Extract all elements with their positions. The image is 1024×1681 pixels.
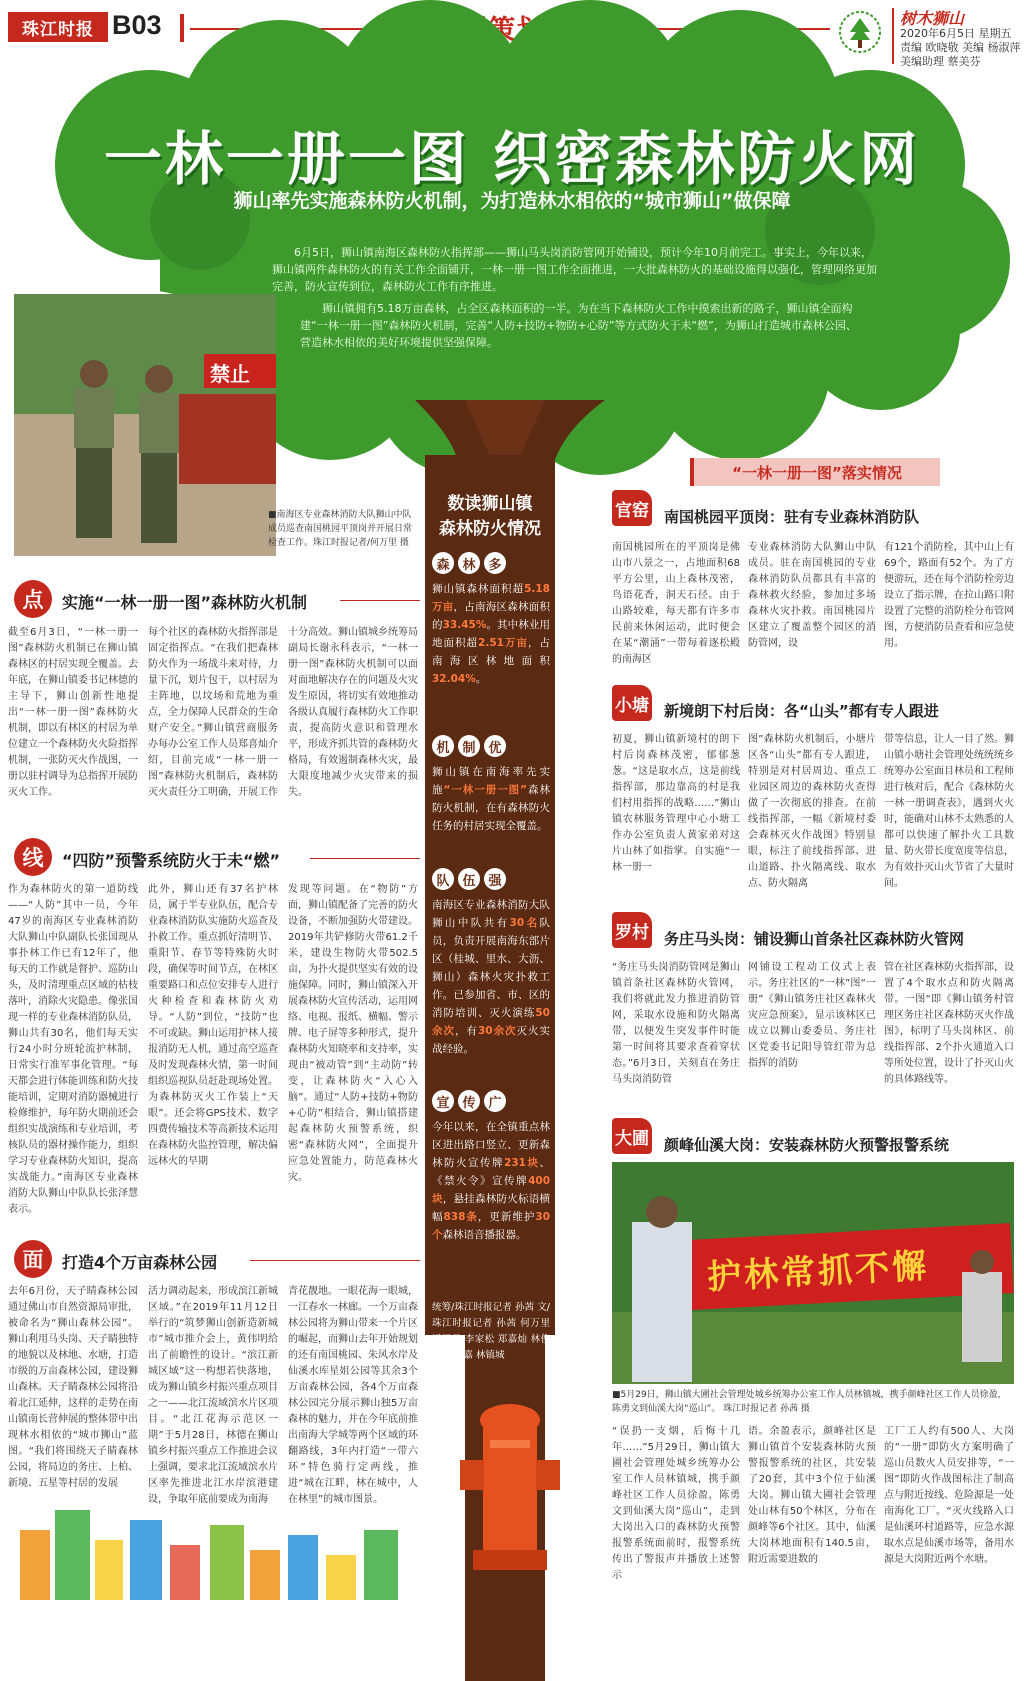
publicity-stats: 今年以来，在全镇重点林区进出路口竖立、更新森林防火宣传牌231块、《禁火令》宣传牌400块，悬挂森林防火标语横幅838条，更新维护30个森林语音播报器。 (432, 1121, 551, 1241)
section-3-rule (250, 1260, 420, 1261)
forest-circles (432, 552, 550, 574)
page-number: B03 (112, 10, 162, 40)
region-1-col-1: 南国桃园所在的平顶岗是佛山市八景之一，占地面积68平方公里，山上森林茂密，鸟语花香，洞天石径。由于山路较难，每天都有许多市民前来休闲运动，此时便会在某“潮涌”一带每着逐松殿的南海区 (612, 542, 740, 665)
editor-assistant: 美编助理 蔡美芬 (900, 55, 981, 68)
mechanism-stats: 狮山镇在南海率先实施“一林一册一图”森林防火机制，在有森林防火任务的村居实现全覆盖。 (432, 766, 550, 832)
circle-char: 多 (484, 552, 506, 574)
patrol-photo-caption: ■5月29日，狮山镇大圃社会管理处城乡统筹办公室工作人员林镇城，携手颜峰社区工作人员徐盈，陈勇文到仙溪大岗“巡山”。 珠江时报记者 孙茜 摄 (612, 1390, 1007, 1414)
region-tag-luocun: 罗村 (612, 912, 652, 948)
section-2-col-2: 此外，狮山还有37名护林员，属于半专业队伍，配合专业森林消防队实施防火巡查及扑救工作。重点抓好清明节、重阳节、春节等特殊防火时段，确保等时间节点，在林区重要路口和点位安排专人进行火种检查和森林防火劝导。“人防”到位，“技防”也不可或缺。狮山运用护林人接报消防无人机，通过高空巡查及时发现森林火情，第一时间组织巡视队员赶赴现场处置。为森林防灭火工作装上“天眼”。还会将GPS技术、数字四费传输技术等高新技术运用在森林防火监控管理，解决偏远林火的早期 (148, 884, 278, 1167)
region-3-col-1: “务庄马头岗消防管网是狮山镇首条社区森林防火管网，我们将就此发力推进消防管网，采取水设施和防火隔离带，以便发生突发事件时能第一时间将其要求查着穿状态。”6月3日，关刻直在务庄马头岗消防管 (612, 962, 740, 1085)
region-3-col-2: 网铺设工程动工仪式上表示。务庄社区的“一林”图“一册”《狮山镇务庄社区森林火灾应急预案》，显示该林区已成立以狮山委委员、务庄社区党委书记阳导管红带为总指挥的消防 (748, 962, 876, 1069)
trunk-credit: 统筹/珠江时报记者 孙茜 文/珠江时报记者 孙茜 何万里 通讯员 李家松 郑嘉灿 林俊强 黄志嘉 林镇城 (432, 1302, 550, 1361)
team-circles (432, 868, 550, 890)
region-1-col-3: 有121个消防栓，其中山上有69个，路面有52个。为了方便游玩，还在每个消防栓旁边设立了指示牌，在拉山路口附设置了完整的消防栓分布管网图，方便消防员查看和应急使用。 (884, 542, 1014, 649)
section-1-col-1: 截至6月3日，“一林一册一图”森林防火机制已在狮山镇森林区的村居实现全覆盖。去年底，在狮山镇委书记林德的主导下，狮山创新性地提出“一林一册一图”森林防火机制，即以有林区的村居为单位建立一个森林防火火险指挥机制，一张防灭火作战图，一册以驻村调导为总指挥开展防灭火工作。 (8, 627, 138, 798)
section-3-badge: 面 (14, 1240, 52, 1278)
trunk-group-forest (432, 552, 550, 688)
editor-credit: 责编 欧晓敬 美编 杨淑萍 (900, 41, 1021, 54)
team-stats: 南海区专业森林消防大队狮山中队共有30名队员，负责开展南海东部片区（桂城、里水、大沥、狮山）森林火灾扑救工作。已参加省、市、区的消防培训、灭火演练50余次，有30余次灭火实战经验。 (432, 899, 551, 1055)
trunk-group-mechanism (432, 735, 550, 835)
section-1-col-3: 十分高效。狮山镇城乡统筹局副局长谢永科表示，“一林一册一图”森林防火机制可以面对面地解决存在的问题及火灾发生原因，将切实有效地推动各级认真履行森林防火工作职责，提高防火意识和管理水平，形成齐抓共管的森林防火格局，有效遏制森林火灾，最大限度地减少火灾带来的损失。 (288, 627, 418, 798)
mechanism-circles (432, 735, 550, 757)
section-2-rule (310, 858, 420, 859)
circle-char: 伍 (458, 868, 480, 890)
circle-char: 机 (432, 735, 454, 757)
column-brand: 树木狮山 (900, 9, 965, 28)
region-3-title: 务庄马头岗：铺设狮山首条社区森林防火管网 (664, 930, 965, 948)
trunk-group-publicity (432, 1090, 550, 1244)
section-2-badge: 线 (14, 838, 52, 876)
section-3-title: 打造4个万亩森林公园 (62, 1253, 218, 1272)
circle-char: 队 (432, 868, 454, 890)
region-3-col-3: 管在社区森林防火指挥部，设置了4个取水点和防火隔离带。一图“即《狮山镇务村管理区务庄社区森林防灭火作战图》，标明了马头岗林区、前线指挥部、2个扑火通道入口等所处位置，设计了扑灭山火的具体路线等。 (884, 962, 1014, 1085)
lead-paragraph-1: 6月5日，狮山镇南海区森林防火指挥部——狮山马头岗消防管网开始铺设，预计今年10月前完工。事实上，今年以来，狮山镇两件森林防火的有关工作全面铺开，一林一册一图工作全面推进，一大批森林防火的基础设施得以强化，管理网络更加完善，防火宣传到位，森林防火工作有序推进。 (272, 246, 877, 293)
circle-char: 广 (484, 1090, 506, 1112)
city-skyline-illustration (10, 1500, 410, 1600)
lead-paragraph-2: 狮山镇拥有5.18万亩森林，占全区森林面积的一半。为在当下森林防火工作中摸索出新的路子，狮山镇全面构建“一林一册一图”森林防火机制，完善“人防+技防+物防+心防”等方式防火于未“燃”，为狮山打造城市森林公园、营造林水相依的美好环境提供坚强保障。 (300, 302, 857, 349)
main-headline: 一林一册一图 织密森林防火网 (103, 125, 921, 193)
region-2-title: 新境朗下村后岗：各“山头”都有专人跟进 (664, 702, 939, 720)
region-1-title: 南国桃园平顶岗：驻有专业森林消防队 (664, 508, 920, 526)
section-3-col-2: 活力调动起来，形成滨江新城区域。”在2019年11月12日举行的“筑梦狮山创新造新城市”城市推介会上，黄伟明给出了前瞻性的设计。“滨江新城区域”这一构想若快落地，成为狮山镇乡村振兴重点项目之一——北江流域滨水片区项目。“北江花海示范区一期”于5月28日，林德在狮山镇乡村振兴重点工作推进会议上强调，要求北江流域滨水片区率先推进北江水岸滨港建设，争取年底前要成为南海 (148, 1286, 278, 1505)
section-3-col-3: 青花靓地。一眼花海一眼城，一江春水一林廊。一个万亩森林公园将为狮山带来一个片区的崛起，而狮山去年开始规划的还有南国桃园、朱风水岸及仙溪水库星姐公园等其余3个万亩森林公园，各4个万亩森林公园完分展示狮山独5万亩森林的魅力，并在今年底前推出南海大学城等两个区域的环翻路线，3年内打造“一带六环”特色骑行定两线，推进“城在江畔，林在城中，人在林里”的城市图景。 (288, 1286, 418, 1505)
section-2-col-3: 发现等问题。在“物防”方面，狮山镇配备了完善的防火设备，不断加强防火带建设。2019年共铲修防火带61.2千米，建设生物防火带502.5亩，为扑火提供坚实有效的设施保障。同时，狮山镇深入开展森林防火宣传活动，运用网络、电视、报纸、横幅、警示牌、电子屏等多种形式，提升森林防火知晓率和支持率，实现由“被动管”到“主动防”转变，让森林防火“入心入脑”。通过“人防+技防+物防+心防”相结合，狮山镇搭建起森林防火预警系统，织密“森林防火网”，全面提升应急处置能力，防范森林火灾。 (288, 884, 418, 1183)
firefighters-photo (10, 290, 272, 552)
section-2-title: “四防”预警系统防火于未“燃” (62, 851, 281, 870)
circle-char: 森 (432, 552, 454, 574)
masthead-logo: 珠江时报 (8, 12, 108, 42)
warning-sign-text: 禁止 (210, 362, 250, 386)
forest-stats: 狮山镇森林面积超5.18万亩，占南海区森林面积的33.45%。其中林业用地面积超2.51万亩，占南海区林地面积32.04%。 (432, 583, 550, 685)
region-4-col-2: 语。余盈表示，颜峰社区是狮山镇首个安装森林防火预警报警系统的社区，共安装了20套，其中3个位于仙溪大岗。狮山镇大圃社会管理处山林有50个林区，分布在颜峰等6个社区。其中，仙溪大岗林地面积有140.5亩，附近需要进数的 (748, 1426, 876, 1565)
section-2-col-1: 作为森林防火的第一道防线——“人防”其中一员，今年47岁的南海区专业森林消防大队狮山中队副队长张国现从事扑林工作已有12年了，他每天的工作就是督护、巡防山头，及时清理重点区域的枯枝落叶，消除火灾隐患。像张国现一样的专业森林消防队员，狮山共有30名，他们每天实行24小时分班轮流护林制，日常实行准军事化管理。“每天都会进行体能训练和防火技能培训，定期对消防器械进行检修维护，每年防火期前还会组织实战演练和专业培训，考核队员的器材操作能力，组织学习专业森林防火知识，提高实战能力。”南海区专业森林消防大队狮山中队队长张泽慧表示。 (8, 884, 138, 1215)
region-tag-xiaotang: 小塘 (612, 685, 652, 721)
circle-char: 强 (484, 868, 506, 890)
trunk-group-team (432, 868, 550, 1058)
region-tag-guanyao: 官窑 (612, 490, 652, 526)
section-3-col-1: 去年6月份，天子睛森林公园通过佛山市自然资源局审批，被命名为“狮山森林公园”。狮山利用马头岗、天子睛独特的地貌以及林地、水塘，打造市级的万亩森林公园，建设狮山森林。天子睛森林公园将沿着北江延伸，这样的走势在南山镇南长营伸展的整体带中出现林水相依的“城市狮山”蓝图。“我们将围绕天子睛森林公园，将局边的务庄、上柏、新境、五星等村居的发展 (8, 1286, 138, 1489)
trunk-title-line-1: 数读狮山镇 (447, 494, 533, 514)
section-1-col-2: 每个社区的森林防火指挥部是固定指挥点。“在我们把森林防火作为一场战斗来对待，力量下沉，划片包干，以村居为主阵地，以坟场和荒地为重点，全力保障人民群众的生命财产安全。”狮山镇营商服务办每办公室工作人员郑喜灿介绍，目前完成“一林一册一图”森林防火机制后，森林防灭火责任分工明确，开展工作 (148, 627, 278, 798)
circle-char: 制 (458, 735, 480, 757)
photo-caption: ■南海区专业森林消防大队狮山中队成员巡查南国桃园平顶岗并开展日常检查工作。珠江时报记者/何万里 摄 (268, 510, 413, 548)
circle-char: 林 (458, 552, 480, 574)
patrol-photo (612, 1162, 1014, 1384)
banner-slogan: 护林常抓不懈 (706, 1246, 931, 1298)
issue-date: 2020年6月5日 星期五 (900, 27, 1012, 40)
region-2-col-2: 图”森林防火机制后，小塘片区各“山头”都有专人跟进，特别是对村居周边、重点工业园区周边的森林防火查得做了一次彻底的排查。在前线指挥部，一幅《新境村委会森林灭火作战图》特别显眼，标注了前线指挥部、进山道路、扑火隔离线、取水点、防火隔离 (748, 734, 876, 889)
region-tag-dali: 大圃 (612, 1118, 652, 1154)
circle-char: 传 (458, 1090, 480, 1112)
region-4-col-3: 工厂工人约有500人、大岗的“一册”即防火方案明确了巡山员数火人员安排等，“一图”即防火作战图标注了制高点与附近按线、危险源是一处南海化工厂。“灭火线路入口是仙溪环村道路等，应急水源取水点是仙溪市场等，备用水源是大岗附近两个水塘。 (884, 1426, 1014, 1565)
publicity-circles (432, 1090, 550, 1112)
circle-char: 宣 (432, 1090, 454, 1112)
trunk-title (430, 492, 550, 542)
circle-char: 优 (484, 735, 506, 757)
section-1-title: 实施“一林一册一图”森林防火机制 (62, 593, 308, 612)
region-2-col-1: 初夏，狮山镇新境村的朗下村后岗森林茂密，郁郁葱葱。“这是取水点，这是前线指挥部，那边靠高的村是我们村用指挥的战略……”狮山镇农林服务管理中心小塘工作办公室负责人黄家弟对这片山林了如指掌。自实施“一林一册一 (612, 734, 740, 873)
sub-headline: 狮山率先实施森林防火机制，为打造林水相依的“城市狮山”做保障 (233, 190, 791, 212)
region-4-col-1: “误扔一支烟，后悔十几年……”5月29日，狮山镇大圃社会管理处城乡统筹办公室工作人员林镇城，携手颜峰社区工作人员徐盈，陈勇文到仙溪大岗“巡山”，走到大岗出入口的森林防火预警报警系统面前时，报警系统传出了警报声并播放上述警示 (612, 1426, 740, 1581)
region-2-col-3: 带等信息，让人一目了然。狮山镇小塘社会管理处统统统乡统筹办公室面目林员和工程师进行核对后，配合《森林防火一林一册调查表》，遇到火火时，能确对山林不太熟悉的人都可以快速了解扑火工具数量、防火带长度宽度等信息，为有效扑灭山火节省了大量时间。 (884, 734, 1014, 889)
implementation-banner: “一林一册一图”落实情况 (690, 458, 940, 486)
region-4-title: 颜峰仙溪大岗：安装森林防火预警报警系统 (664, 1136, 950, 1154)
section-1-badge: 点 (14, 580, 52, 618)
region-1-col-2: 专业森林消防大队狮山中队成员。驻在南国桃园的专业森林消防队员都具有丰富的森林救火经验，参加过多场森林火灾扑救。南国桃园片区建立了覆盖整个园区的消防管网，设 (748, 542, 876, 649)
fire-hydrant-icon (455, 1400, 565, 1580)
section-1-rule (340, 600, 420, 601)
trunk-title-line-2: 森林防火情况 (439, 519, 541, 539)
